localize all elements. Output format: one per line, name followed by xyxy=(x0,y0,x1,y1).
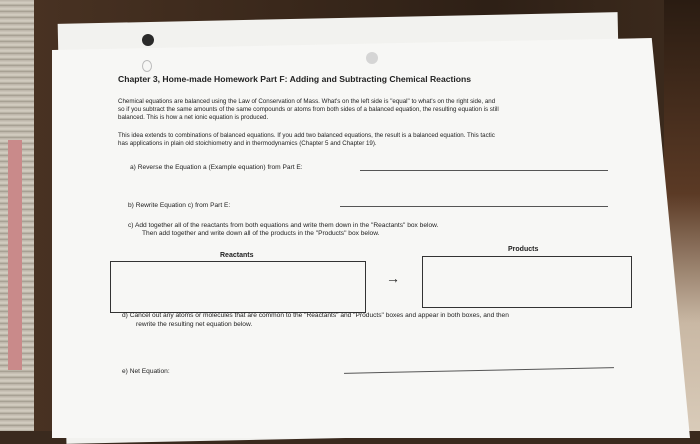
intro-line-2: so if you subtract the same amounts of the same compounds or atoms from both sides of a balanced equation, the resulting equation is still xyxy=(118,106,499,113)
reactants-label: Reactants xyxy=(220,252,254,259)
question-d-line-2: rewrite the resulting net equation below. xyxy=(136,321,253,328)
punch-hole-left xyxy=(142,34,154,46)
punch-hole-small xyxy=(142,60,152,72)
extends-line-1: This idea extends to combinations of balanced equations. If you add two balanced equations, the result is a balanced equation. This tactic xyxy=(118,132,495,139)
question-c-line-2: Then add together and write down all of the products in the "Products" box below. xyxy=(142,230,380,237)
question-c-line-1: c) Add together all of the reactants from both equations and write them down in the "Reactants" box below. xyxy=(128,222,439,229)
question-e: e) Net Equation: xyxy=(122,368,170,375)
book-spine xyxy=(8,140,22,370)
extends-line-2: has applications in plain old stoichiometry and in thermodynamics (Chapter 5 and Chapter 19). xyxy=(118,140,377,147)
question-b: b) Rewrite Equation c) from Part E: xyxy=(128,202,231,209)
products-box[interactable] xyxy=(422,256,632,308)
reaction-arrow: → xyxy=(386,270,400,286)
question-d-line-1: d) Cancel out any atoms or molecules that are common to the "Reactants" and "Products" boxes and appear in both boxes, and then xyxy=(122,312,509,319)
question-a: a) Reverse the Equation a (Example equation) from Part E: xyxy=(130,164,303,171)
products-label: Products xyxy=(508,246,539,253)
punch-hole-center xyxy=(366,52,378,64)
page-title: Chapter 3, Home-made Homework Part F: Adding and Subtracting Chemical Reactions xyxy=(118,74,472,84)
intro-line-3: balanced. This is how a net ionic equation is produced. xyxy=(118,114,269,121)
intro-line-1: Chemical equations are balanced using the Law of Conservation of Mass. What's on the left side is "equal" to what's on the right side, and xyxy=(118,98,496,105)
answer-line-b[interactable] xyxy=(340,206,608,207)
reactants-box[interactable] xyxy=(110,261,366,313)
answer-line-a[interactable] xyxy=(360,170,608,171)
